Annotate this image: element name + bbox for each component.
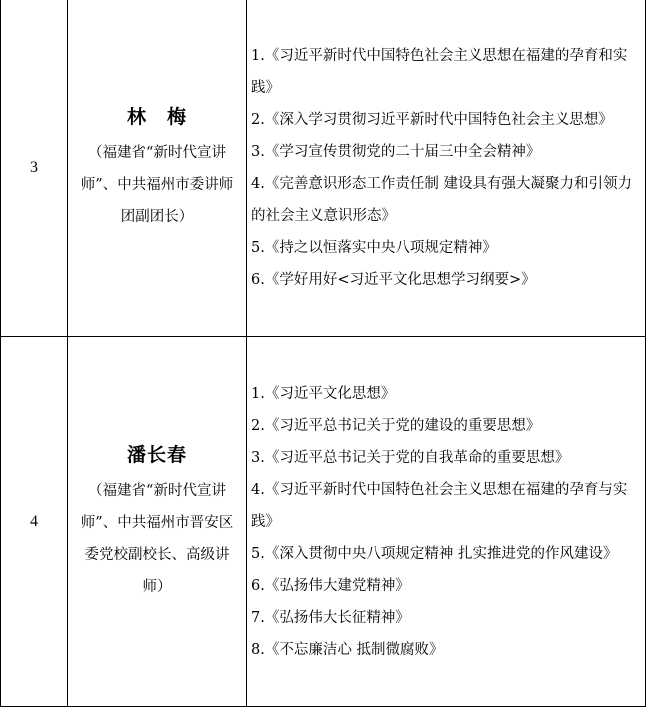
row-number: 3 (1, 0, 68, 337)
topic-item: 8.《不忘廉洁心 抵制微腐败》 (251, 641, 444, 658)
topic-item: 5.《持之以恒落实中央八项规定精神》 (251, 240, 497, 256)
speaker-cell (68, 0, 247, 337)
topic-item: 4.《习近平新时代中国特色社会主义思想在福建的孕育与实践》 (251, 481, 628, 530)
topic-item: 1.《习近平新时代中国特色社会主义思想在福建的孕育和实践》 (251, 48, 628, 96)
topics-cell (247, 337, 646, 707)
topic-item: 2.《深入学习贯彻习近平新时代中国特色社会主义思想》 (251, 112, 613, 128)
speaker-title: （福建省“新时代宣讲师”、中共福州市委讲师团副团长） (80, 145, 234, 225)
topic-item: 3.《学习宣传贯彻党的二十届三中全会精神》 (251, 144, 541, 160)
speaker-title: （福建省“新时代宣讲师”、中共福州市晋安区委党校副校长、高级讲师） (80, 482, 234, 595)
row-number: 4 (1, 337, 68, 707)
speaker-cell (68, 337, 247, 707)
topic-item: 2.《习近平总书记关于党的建设的重要思想》 (251, 417, 541, 434)
topic-item: 7.《弘扬伟大长征精神》 (251, 609, 410, 626)
topic-item: 1.《习近平文化思想》 (251, 385, 396, 402)
topic-item: 4.《完善意识形态工作责任制 建设具有强大凝聚力和引领力的社会主义意识形态》 (251, 176, 632, 224)
topic-item: 5.《深入贯彻中央八项规定精神 扎实推进党的作风建设》 (251, 545, 618, 562)
topic-item: 6.《学好用好<习近平文化思想学习纲要>》 (251, 272, 536, 288)
table-row (1, 337, 646, 707)
topic-item: 6.《弘扬伟大建党精神》 (251, 577, 410, 594)
table-row (1, 0, 646, 337)
topics-cell (247, 0, 646, 337)
topic-item: 3.《习近平总书记关于党的自我革命的重要思想》 (251, 449, 570, 466)
speaker-name: 潘长春 (126, 443, 187, 466)
speaker-name: 林 梅 (126, 106, 187, 128)
